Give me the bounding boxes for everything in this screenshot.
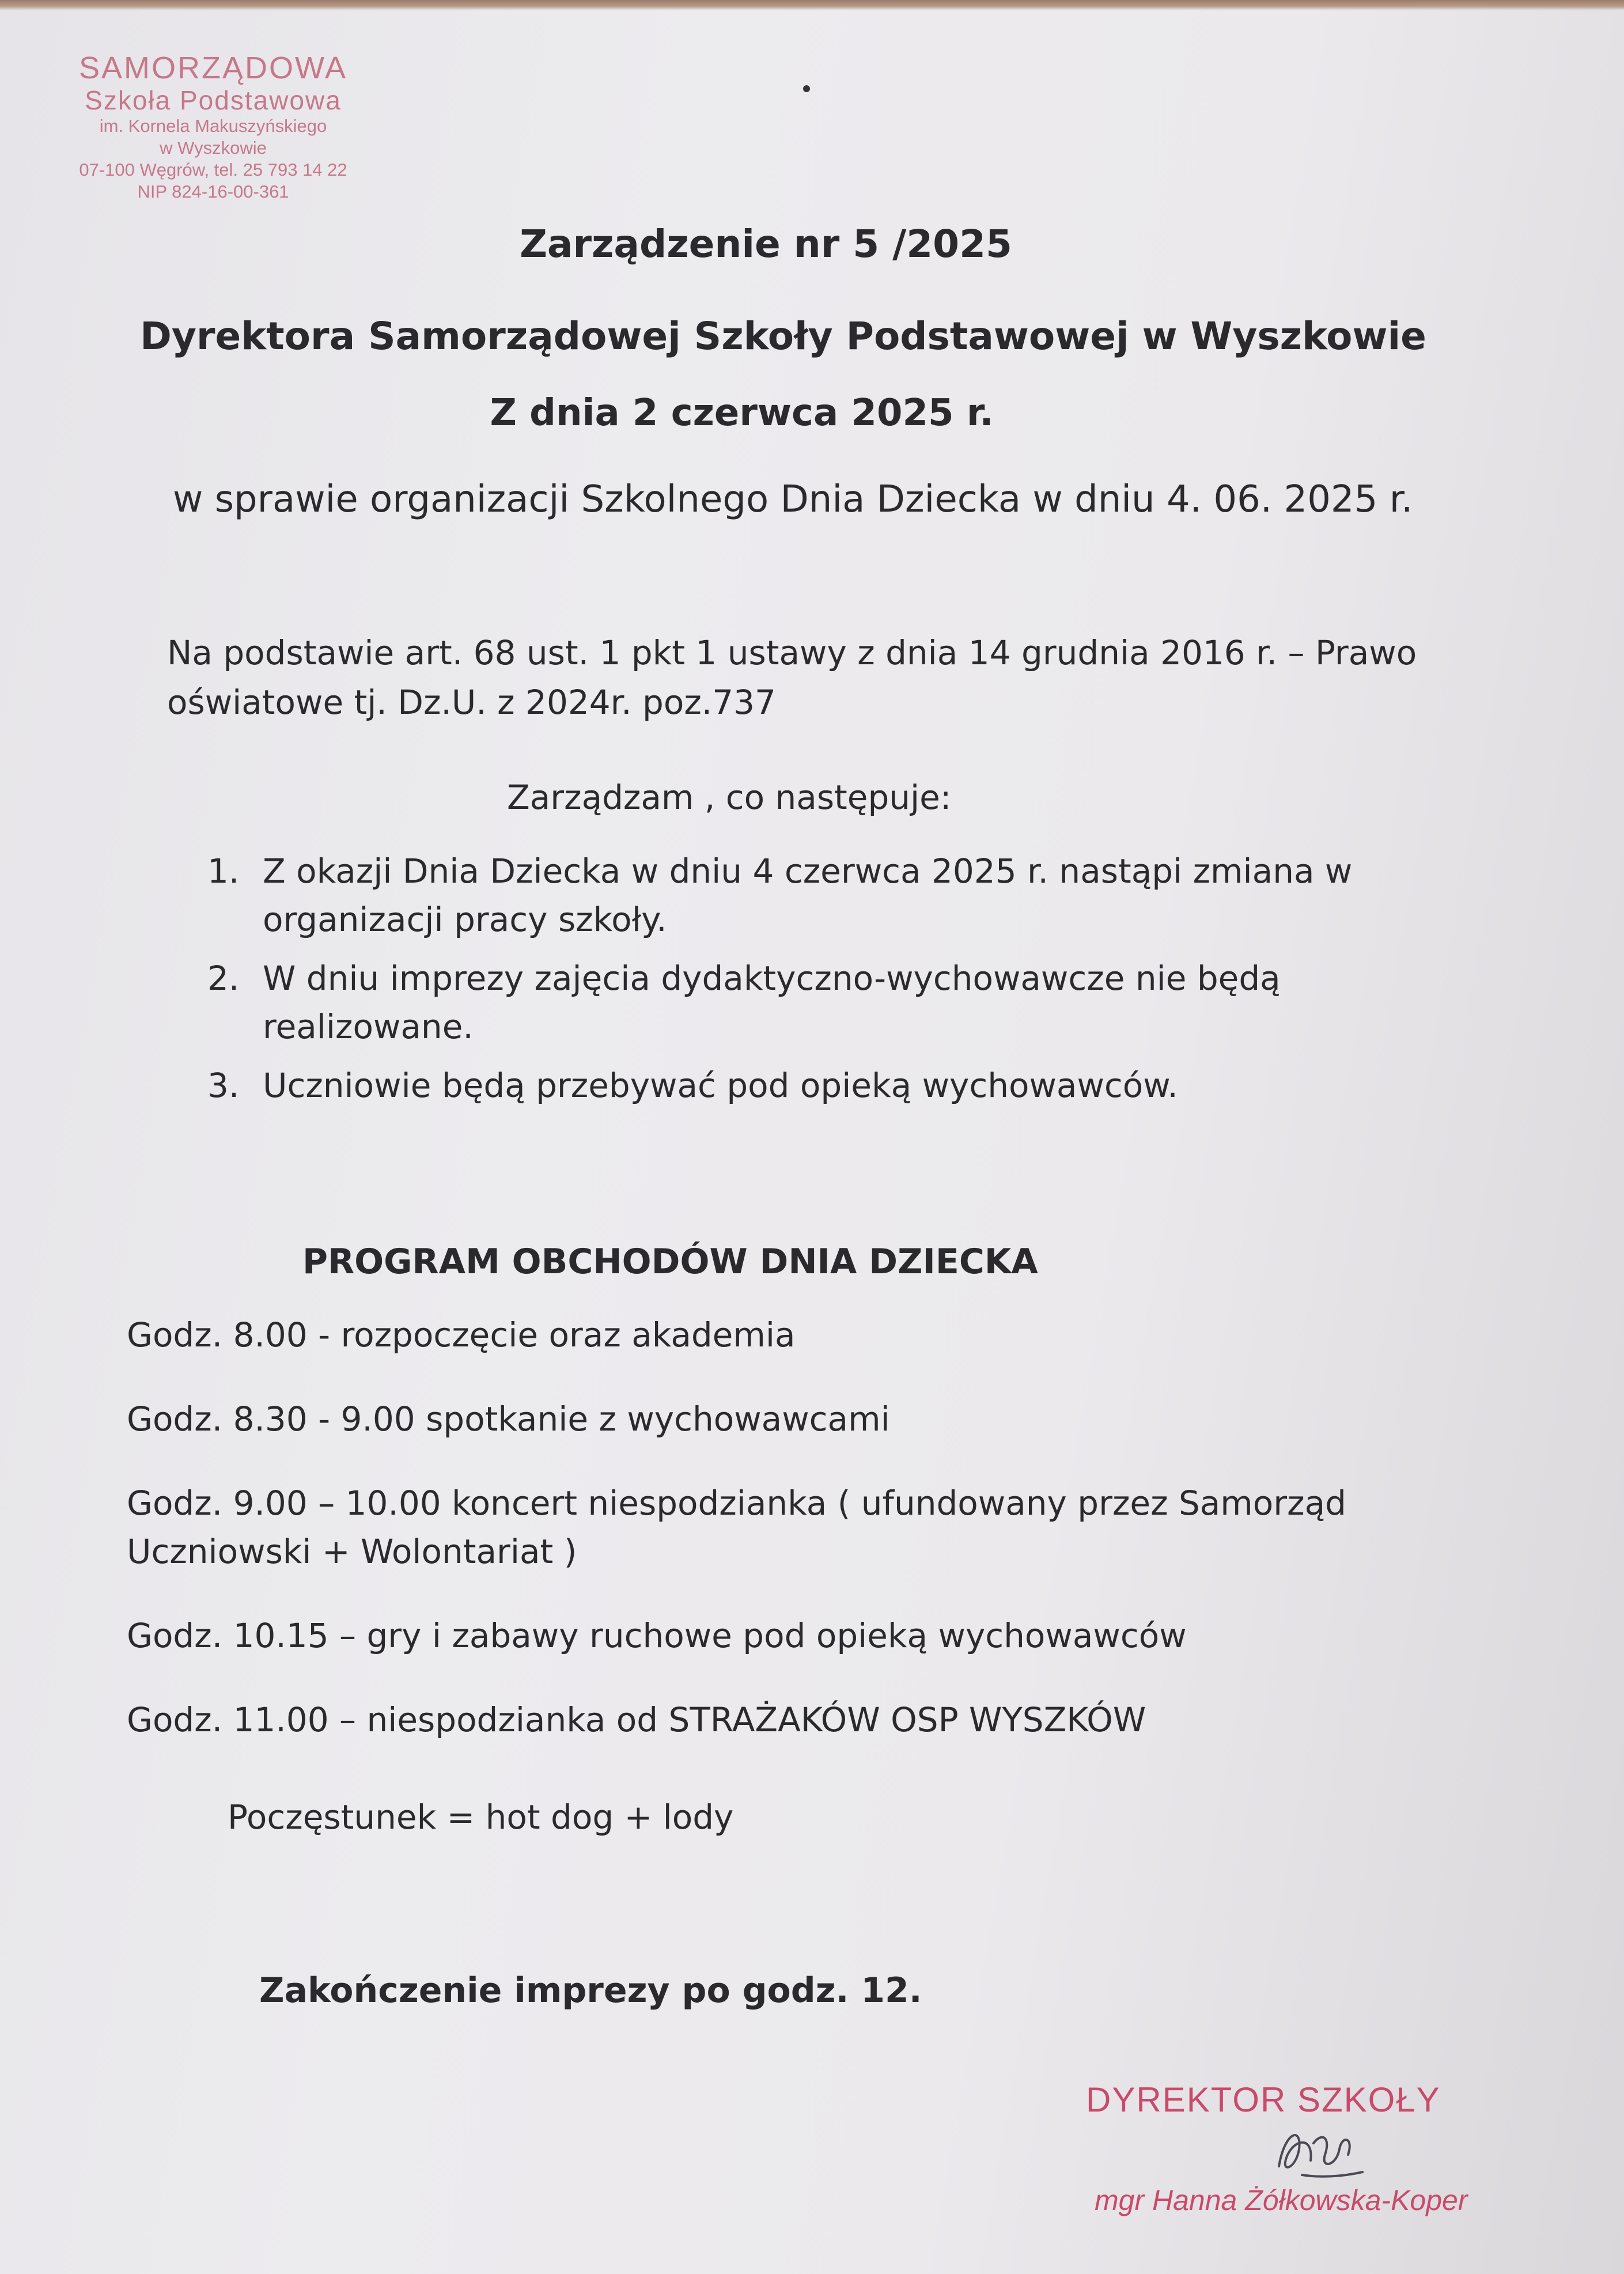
document-date: Z dnia 2 czerwca 2025 r. xyxy=(490,392,994,434)
refreshments: Poczęstunek = hot dog + lody xyxy=(228,1798,734,1837)
stamp-line: SAMORZĄDOWA xyxy=(78,51,347,85)
program-entry: Godz. 8.00 - rozpoczęcie oraz akademia xyxy=(127,1315,796,1354)
stamp-line: im. Kornela Makuszyńskiego xyxy=(99,116,327,136)
ink-dot xyxy=(803,85,810,92)
list-item-text: Z okazji Dnia Dziecka w dniu 4 czerwca 2025 r. nastąpi zmiana w organizacji pracy szkoły. xyxy=(263,852,1353,939)
list-item xyxy=(207,1061,1475,1110)
list-item-text: Uczniowie będą przebywać pod opieką wychowawców. xyxy=(263,1066,1178,1105)
list-item xyxy=(207,847,1475,944)
stamp-line: NIP 824-16-00-361 xyxy=(137,181,289,202)
list-item-text: W dniu imprezy zajęcia dydaktyczno-wychowawcze nie będą realizowane. xyxy=(263,959,1281,1046)
list-item-number: 3. xyxy=(207,1066,240,1105)
list-item-number: 2. xyxy=(207,959,240,998)
program-entry: Godz. 8.30 - 9.00 spotkanie z wychowawcami xyxy=(127,1399,890,1439)
list-item xyxy=(207,954,1475,1051)
order-intro: Zarządzam , co następuje: xyxy=(507,778,952,817)
stamp-line: 07-100 Węgrów, tel. 25 793 14 22 xyxy=(79,160,347,180)
school-stamp xyxy=(12,51,415,203)
document-title: Zarządzenie nr 5 /2025 xyxy=(520,222,1012,266)
document-subtitle: Dyrektora Samorządowej Szkoły Podstawowej w Wyszkowie xyxy=(140,314,1426,358)
page-top-edge xyxy=(0,0,1624,10)
program-title: PROGRAM OBCHODÓW DNIA DZIECKA xyxy=(302,1242,1038,1282)
stamp-line: Szkoła Podstawowa xyxy=(85,85,342,115)
program-entry: Godz. 10.15 – gry i zabawy ruchowe pod opieką wychowawców xyxy=(127,1616,1187,1655)
program-entry: Godz. 9.00 – 10.00 koncert niespodzianka ( ufundowany przez Samorząd Uczniowski + Wolontariat ) xyxy=(127,1484,1346,1571)
order-list xyxy=(207,847,1475,1120)
program-list xyxy=(127,1311,1509,1780)
program-entry: Godz. 11.00 – niespodzianka od STRAŻAKÓW OSP WYSZKÓW xyxy=(127,1700,1146,1739)
handwritten-signature xyxy=(1267,2120,1371,2184)
stamp-line: w Wyszkowie xyxy=(160,138,267,158)
director-name: mgr Hanna Żółkowska-Koper xyxy=(1095,2184,1468,2216)
document-subject: w sprawie organizacji Szkolnego Dnia Dziecka w dniu 4. 06. 2025 r. xyxy=(173,478,1413,521)
director-title: DYREKTOR SZKOŁY xyxy=(1086,2080,1441,2119)
closing-note: Zakończenie imprezy po godz. 12. xyxy=(259,1970,922,2011)
list-item-number: 1. xyxy=(207,852,240,891)
legal-basis: Na podstawie art. 68 ust. 1 pkt 1 ustawy z dnia 14 grudnia 2016 r. – Prawo oświatowe tj. Dz.U. z 2024r. poz.737 xyxy=(167,633,1417,722)
